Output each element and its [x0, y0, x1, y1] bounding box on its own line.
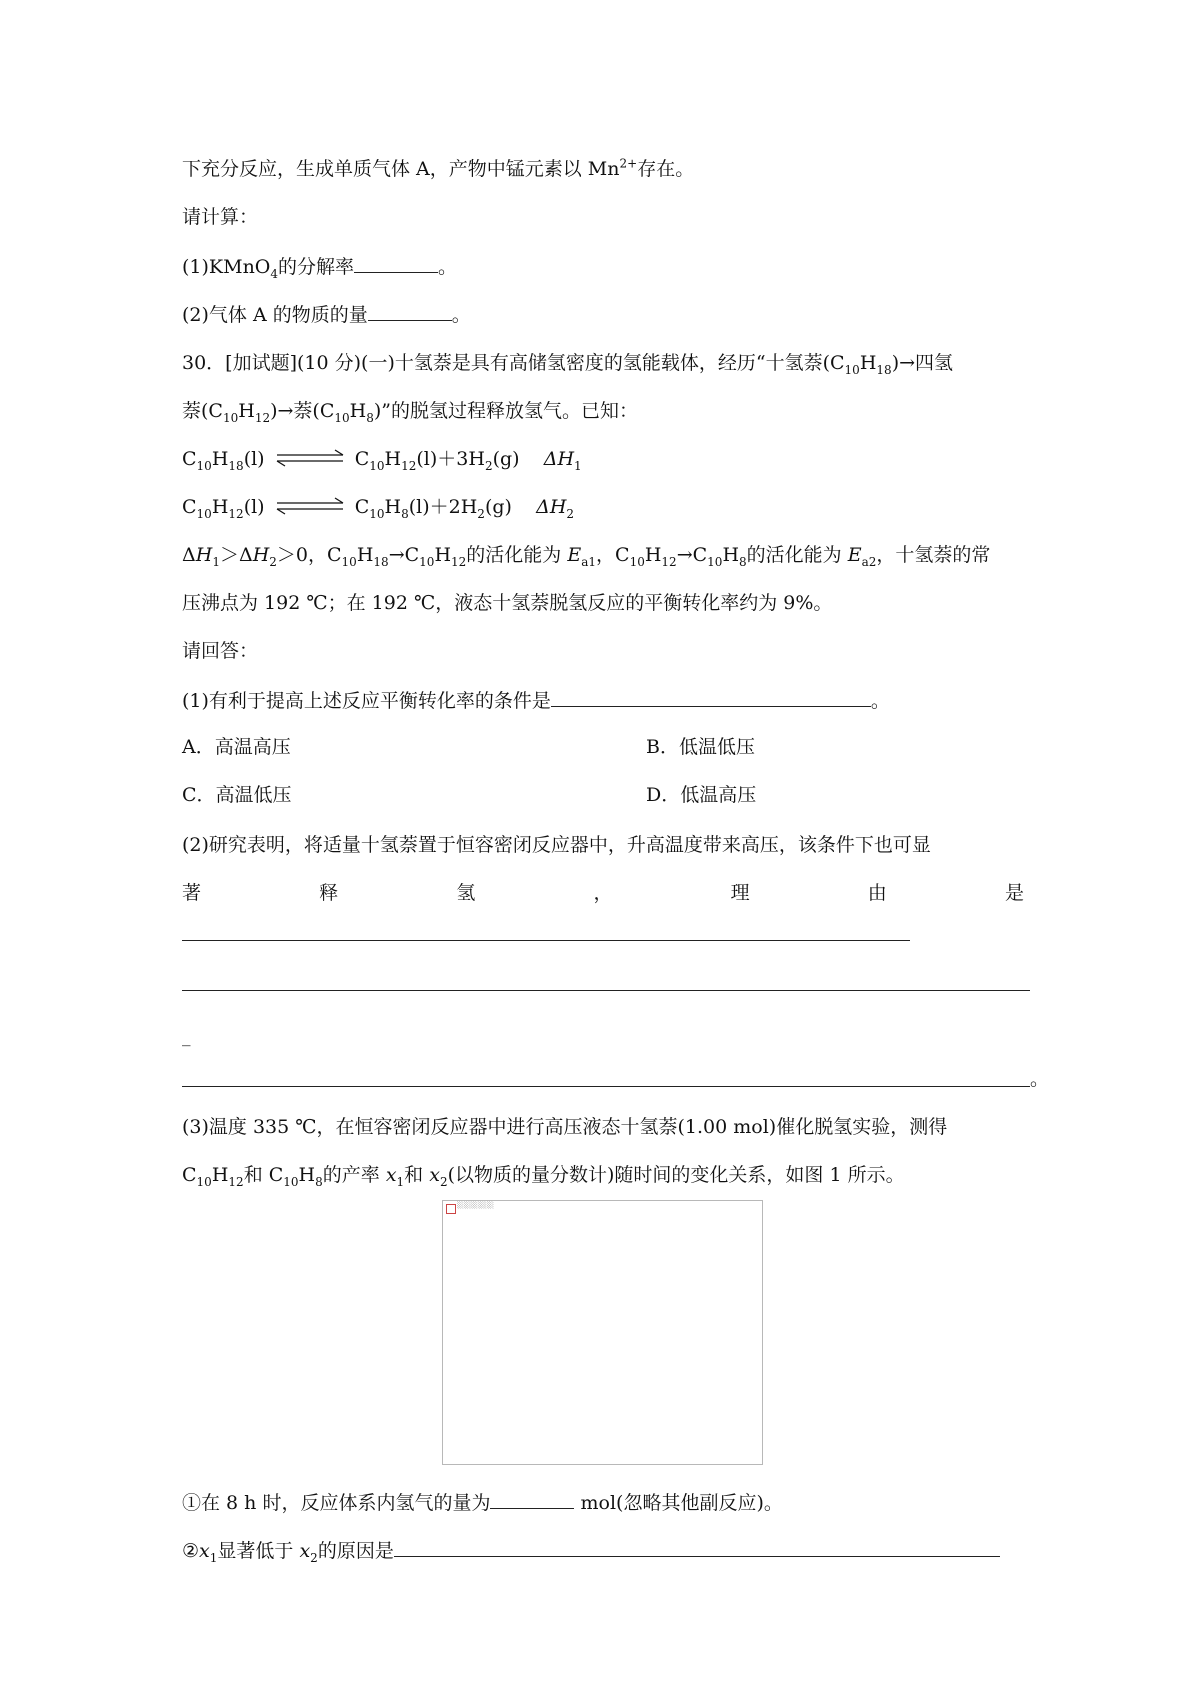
answer-line[interactable] [182, 1086, 1030, 1087]
text-line-reaction: 下充分反应，生成单质气体 A，产物中锰元素以 $Mn^{2+}$存在。 [182, 156, 695, 180]
sub-question-3: (3)温度 335 ℃，在恒容密闭反应器中进行高压液态十氢萘(1.00 mol)催化脱氢实验，测得 [182, 1116, 948, 1138]
option-b[interactable]: B．低温低压 [646, 736, 755, 758]
answer-line[interactable] [182, 990, 1030, 991]
answer-blank[interactable] [551, 686, 871, 707]
image-alt-text: ░░░░░░░░ [457, 1202, 494, 1209]
answer-blank[interactable] [368, 300, 452, 321]
question-30-intro: 30．[加试题](10 分)(一)十氢萘是具有高储氢密度的氢能载体，经历“十氢萘$(C_{10}H_{18})\to$四氢 [182, 352, 954, 377]
text-line-calc-prompt: 请计算： [182, 206, 259, 228]
question-1-decomposition: (1)KMnO$_4$的分解率 。 [182, 252, 457, 280]
option-a[interactable]: A．高温高压 [182, 736, 291, 758]
answer-blank[interactable] [394, 1536, 1000, 1557]
answer-blank[interactable] [354, 252, 438, 273]
sub-question-2: (2)研究表明，将适量十氢萘置于恒容密闭反应器中，升高温度带来高压，该条件下也可显 [182, 834, 931, 856]
conditions-line-2: 压沸点为 192 ℃；在 192 ℃，液态十氢萘脱氢反应的平衡转化率约为 9%。 [182, 592, 833, 614]
sub-question-3-part-1: ①在 8 h 时，反应体系内氢气的量为 mol(忽略其他副反应)。 [182, 1488, 783, 1516]
sub-question-1: (1)有利于提高上述反应平衡转化率的条件是 。 [182, 686, 890, 714]
figure-1-placeholder [442, 1200, 763, 1465]
answer-line-period: 。 [1030, 1068, 1050, 1090]
answer-blank[interactable] [490, 1488, 574, 1509]
option-d[interactable]: D．低温高压 [646, 784, 757, 806]
equation-2: $C_{10}H_{12}(l)$ $C_{10}H_8(l)+2H_2(g)$ $\Delta H_2$ [182, 496, 575, 521]
equilibrium-arrow-icon [273, 495, 347, 517]
dash-mark: _ [182, 1027, 191, 1047]
answer-line[interactable] [182, 940, 910, 941]
sub-question-2-continued: 著 释 氢 ， 理 由 是 [182, 882, 1024, 904]
broken-image-icon [446, 1204, 456, 1214]
answer-prompt: 请回答： [182, 640, 259, 662]
equilibrium-arrow-icon [273, 447, 347, 469]
equation-1: $C_{10}H_{18}(l)$ $C_{10}H_{12}(l)+3H_2(g)$ $\Delta H_1$ [182, 448, 582, 473]
question-30-intro-2: 萘$(C_{10}H_{12})\to$萘$(C_{10}H_8)$”的脱氢过程释放氢气。已知： [182, 400, 639, 425]
sub-question-3-part-2: $②x_1$显著低于 $x_2$的原因是 [182, 1536, 1000, 1564]
question-2-gas-amount: (2)气体 A 的物质的量 。 [182, 300, 471, 328]
conditions-line-1: $\Delta H_1>\Delta H_2>0$，$C_{10}H_{18}\to C_{10}H_{12}$的活化能为 $E_{a1}$，$C_{10}H_{12}\to C_{10}H_8$的活化能为 $E_{a2}$，十氢萘的常 [182, 544, 991, 569]
sub-question-3-continued: $C_{10}H_{12}$和 $C_{10}H_8$的产率 $x_1$和 $x_2$(以物质的量分数计)随时间的变化关系，如图 1 所示。 [182, 1164, 905, 1189]
option-c[interactable]: C．高温低压 [182, 784, 292, 806]
